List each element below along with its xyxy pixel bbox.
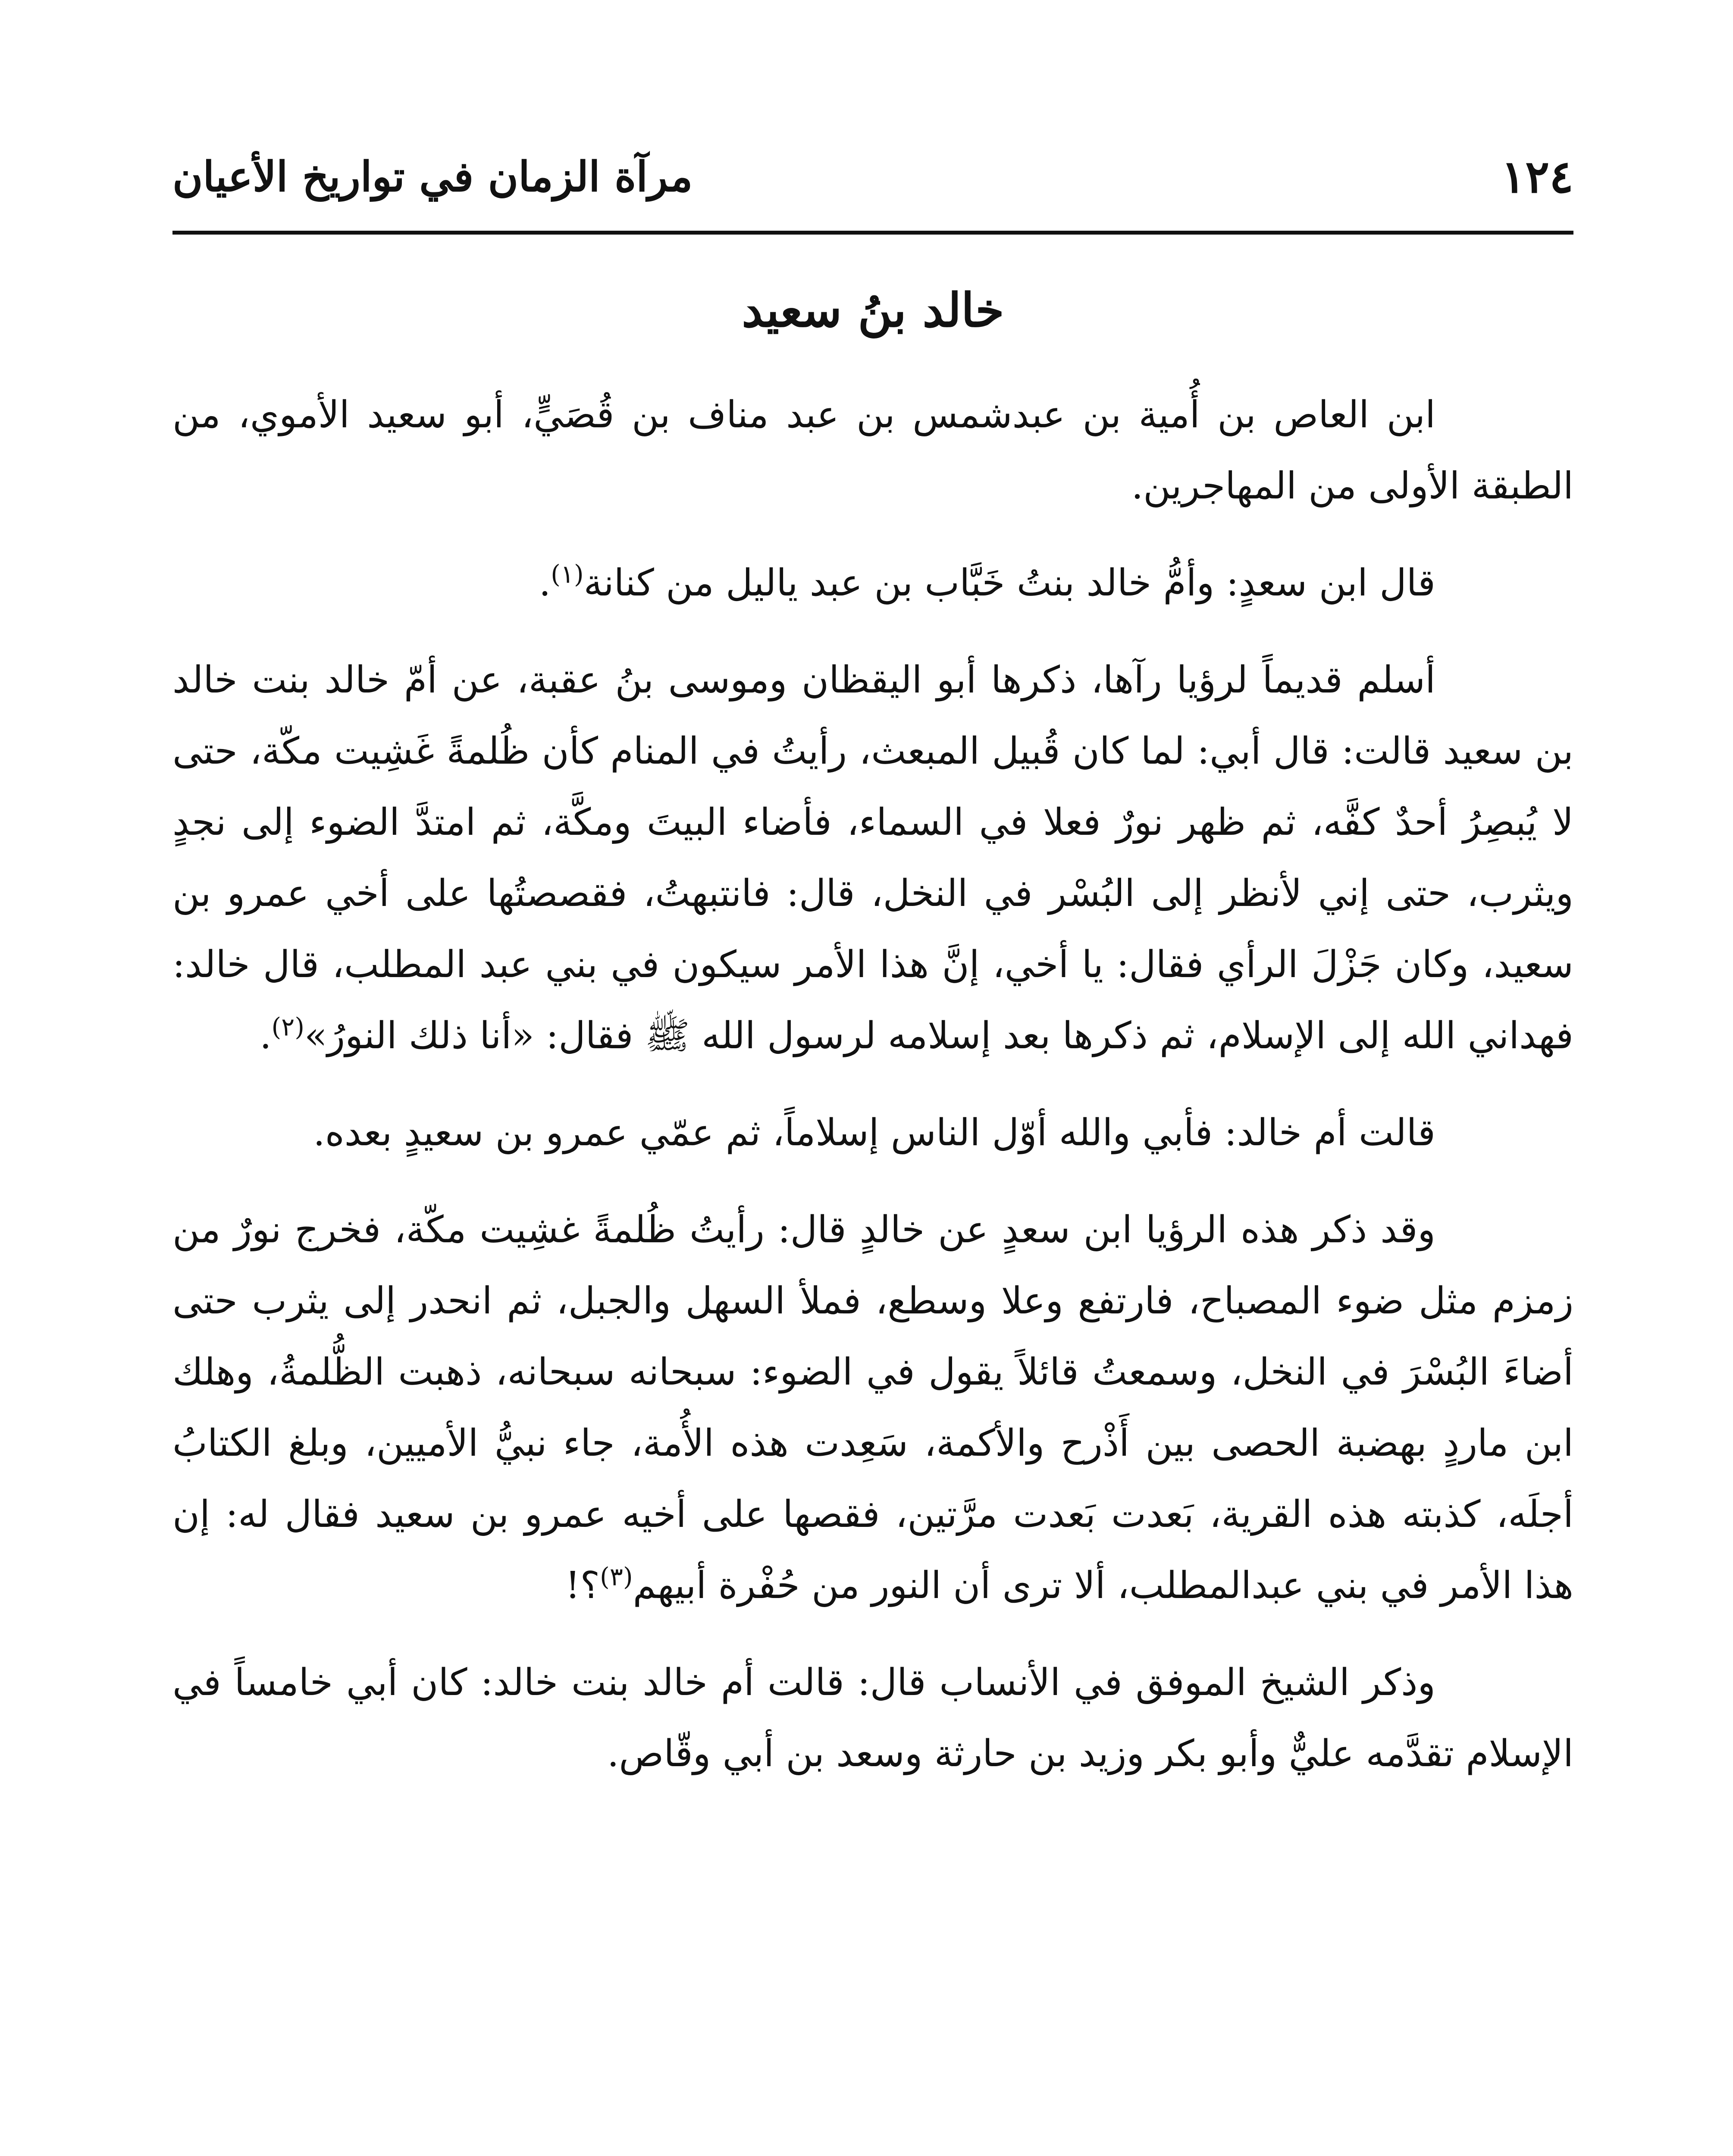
page-number: ١٢٤ — [1501, 150, 1573, 203]
paragraph — [172, 645, 1573, 1072]
header-divider — [172, 231, 1573, 235]
paragraph-tail: ؟! — [565, 1564, 600, 1607]
paragraph — [172, 1647, 1573, 1789]
paragraph-text: وذكر الشيخ الموفق في الأنساب قال: قالت أم خالد بنت خالد: كان أبي خامساً في الإسلام تقدَّمه عليٌّ وأبو بكر وزيد بن حارثة وسعد بن أبي وقّاص. — [172, 1661, 1573, 1775]
book-title: مرآة الزمان في تواريخ الأعيان — [172, 152, 693, 201]
footnote-reference: (٢) — [271, 1012, 304, 1042]
paragraph-tail: . — [539, 561, 551, 605]
paragraph-text: ابن العاص بن أُمية بن عبدشمس بن عبد مناف بن قُصَيٍّ، أبو سعيد الأموي، من الطبقة الأولى من المهاجرين. — [172, 393, 1573, 508]
footnote-reference: (١) — [551, 559, 584, 589]
paragraph — [172, 1097, 1573, 1169]
paragraph-text: قال ابن سعدٍ: وأمُّ خالد بنتُ خَبَّاب بن عبد ياليل من كنانة — [583, 561, 1435, 605]
running-header — [172, 142, 1573, 211]
main-text — [172, 379, 1573, 1815]
paragraph-text: أسلم قديماً لرؤيا رآها، ذكرها أبو اليقظان وموسى بنُ عقبة، عن أمّ خالد بنت خالد بن سعيد قالت: قال أبي: لما كان قُبيل المبعث، رأيتُ في المنام كأن ظُلمةً غَشِيت مكّة، حتى لا يُبصِرُ أحدٌ كفَّه، ثم ظهر نورٌ فعلا في السماء، فأضاء البيتَ ومكَّة، ثم امتدَّ الضوء إلى نجدٍ ويثرب، حتى إني لأنظر إلى البُسْر في النخل، قال: فانتبهتُ، فقصصتُها على أخي عمرو بن سعيد، وكان جَزْلَ الرأي فقال: يا أخي، إنَّ هذا الأمر سيكون في بني عبد المطلب، قال خالد: فهداني الله إلى الإسلام، ثم ذكرها بعد إسلامه لرسول الله ﷺ فقال: «أنا ذلك النورُ» — [172, 658, 1573, 1057]
paragraph — [172, 1194, 1573, 1621]
paragraph — [172, 379, 1573, 522]
paragraph-text: قالت أم خالد: فأبي والله أوّل الناس إسلاماً، ثم عمّي عمرو بن سعيدٍ بعده. — [313, 1111, 1435, 1154]
paragraph — [172, 548, 1573, 619]
entry-title: خالد بنُ سعيد — [742, 283, 1004, 338]
footnote-reference: (٣) — [600, 1562, 633, 1592]
paragraph-tail: . — [260, 1014, 272, 1057]
paragraph-text: وقد ذكر هذه الرؤيا ابن سعدٍ عن خالدٍ قال: رأيتُ ظُلمةً غشِيت مكّة، فخرج نورٌ من زمزم مثل ضوء المصباح، فارتفع وعلا وسطع، فملأ السهل والجبل، ثم انحدر إلى يثرب حتى أضاءَ البُسْرَ في النخل، وسمعتُ قائلاً يقول في الضوء: سبحانه سبحانه، ذهبت الظُّلمةُ، وهلك ابن ماردٍ بهضبة الحصى بين أَذْرح والأكمة، سَعِدت هذه الأُمة، جاء نبيُّ الأميين، وبلغ الكتابُ أجلَه، كذبته هذه القرية، بَعدت بَعدت مرَّتين، فقصها على أخيه عمرو بن سعيد فقال له: إن هذا الأمر في بني عبدالمطلب، ألا ترى أن النور من حُفْرة أبيهم — [172, 1208, 1573, 1607]
